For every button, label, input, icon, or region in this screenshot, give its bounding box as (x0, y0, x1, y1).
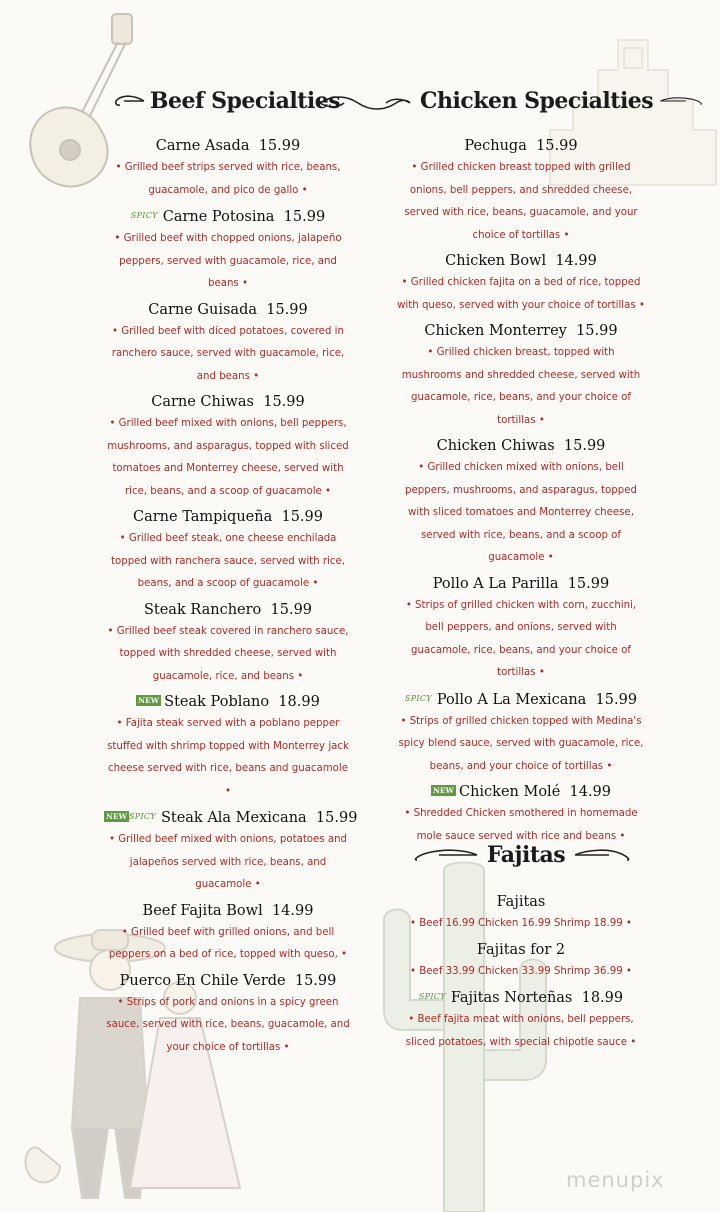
item-description: • Strips of grilled chicken topped with Medina's spicy blend sauce, served with guacamole, rice, beans, and your choice of tortillas • (398, 715, 644, 772)
spicy-tag: SPICY (129, 812, 156, 821)
item-name: Carne Tampiqueña 15.99 (133, 509, 323, 525)
item-description: • Strips of pork and onions in a spicy green sauce, served with rice, beans, guacamole, and your choice of tortillas • (106, 996, 350, 1053)
item-description: • Grilled chicken fajita on a bed of rice, topped with queso, served with your choice of tortillas • (397, 277, 645, 311)
item-name: NEW $^{SPICY}$ Steak Ala Mexicana 15.99 (106, 810, 358, 826)
menu-item (104, 807, 358, 897)
item-name: Pechuga 15.99 (464, 138, 578, 154)
item-name: Chicken Monterrey 15.99 (424, 323, 618, 339)
item-description: • Beef fajita meat with onions, bell peppers, sliced potatoes, with special chipotle sauce • (405, 1014, 637, 1048)
item-description: • Beef 16.99 Chicken 16.99 Shrimp 18.99 • (410, 918, 632, 929)
fajitas-section-header (396, 842, 646, 868)
item-name: Carne Guisada 15.99 (148, 301, 308, 318)
flourish-left-icon (409, 847, 479, 863)
item-name: $^{SPICY}$ Pollo A La Mexicana 15.99 (404, 691, 638, 708)
fajitas-column (396, 888, 646, 1054)
menu-item (396, 574, 646, 685)
item-name: Chicken Chiwas 15.99 (436, 438, 606, 454)
item-description: • Grilled beef mixed with onions, bell peppers, mushrooms, and asparagus, topped with sliced tomatoes and Monterrey cheese, served with rice, beans, and a scoop of guacamole • (107, 418, 349, 497)
item-description: • Grilled beef steak, one cheese enchilada topped with ranchera sauce, served with rice, beans, and a scoop of guacamole • (111, 533, 345, 589)
menu-item (104, 600, 352, 689)
menu-item (104, 692, 352, 803)
item-name: NEW Steak Poblano 18.99 (138, 694, 320, 710)
item-name: Pollo A La Parilla 15.99 (432, 575, 610, 592)
menu-item (104, 300, 352, 389)
item-description: • Beef 33.99 Chicken 33.99 Shrimp 36.99 • (410, 965, 632, 977)
beef-section-header (104, 88, 352, 114)
item-description: • Grilled chicken mixed with onions, bell peppers, mushrooms, and asparagus, topped with sliced tomatoes and Monterrey cheese, served with rice, beans, and a scoop of guacamole • (405, 462, 637, 563)
flourish-right-icon (659, 93, 706, 109)
new-badge: NEW (106, 812, 127, 821)
item-name: Fajitas for 2 (476, 941, 566, 958)
item-description: • Grilled chicken breast topped with grilled onions, bell peppers, and shredded cheese, served with rice, beans, guacamole, and your choice of tortillas • (404, 162, 638, 241)
menu-item (396, 987, 646, 1054)
menu-item (396, 436, 646, 570)
spicy-tag: SPICY (418, 992, 446, 1001)
chicken-section-title: Chicken Specialties (420, 88, 654, 114)
item-description: • Grilled beef with chopped onions, jalapeño peppers, served with guacamole, rice, and beans • (114, 233, 342, 289)
item-description: • Shredded Chicken smothered in homemade mole sauce served with rice and beans • (404, 808, 638, 842)
item-name: Steak Ranchero 15.99 (143, 601, 313, 618)
chicken-column (396, 132, 646, 848)
new-badge: NEW (432, 786, 454, 795)
menu-item (104, 206, 352, 296)
menu-item (396, 892, 646, 936)
item-description: • Grilled beef with diced potatoes, covered in ranchero sauce, served with guacamole, rice, and beans • (111, 325, 345, 382)
menu-item (396, 940, 646, 984)
beef-section-title: Beef Specialties (149, 88, 341, 114)
spicy-tag: SPICY (130, 211, 158, 220)
item-description: • Strips of grilled chicken with corn, zucchini, bell peppers, and onions, served with guacamole, rice, beans, and your choice of tortillas • (405, 599, 637, 678)
menu-item (104, 971, 352, 1060)
menu-item (396, 321, 646, 432)
menu-item (396, 782, 646, 848)
item-description: • Grilled beef steak covered in ranchero sauce, topped with shredded cheese, served with guacamole, rice, and beans • (107, 625, 349, 682)
item-name: Fajitas (496, 894, 546, 910)
item-name: Carne Asada 15.99 (155, 138, 301, 154)
menu-item (104, 392, 352, 503)
item-name: NEW Chicken Molé 14.99 (432, 784, 612, 800)
item-name: Chicken Bowl 14.99 (445, 253, 597, 269)
flourish-left-icon (112, 93, 146, 109)
menu-item (104, 136, 352, 202)
item-description: • Grilled chicken breast, topped with mushrooms and shredded cheese, served with guacamole, rice, beans, and your choice of tortillas • (401, 347, 641, 426)
menu-item (104, 901, 352, 967)
flourish-right-icon (573, 847, 633, 863)
spicy-tag: SPICY (404, 693, 432, 703)
item-description: • Grilled beef strips served with rice, beans, guacamole, and pico de gallo • (115, 162, 341, 196)
item-name: Beef Fajita Bowl 14.99 (142, 902, 314, 919)
item-name: Puerco En Chile Verde 15.99 (119, 972, 337, 989)
item-description: • Grilled beef with grilled onions, and bell peppers on a bed of rice, topped with queso, • (108, 926, 348, 960)
fajitas-section-title: Fajitas (486, 842, 566, 868)
chicken-section-header (396, 88, 706, 114)
item-name: $^{SPICY}$ Fajitas Norteñas 18.99 (418, 990, 624, 1006)
item-name: $^{SPICY}$ Carne Potosina 15.99 (130, 209, 326, 225)
item-name: Carne Chiwas 15.99 (151, 394, 305, 410)
menu-item (104, 507, 352, 596)
menu-item (396, 251, 646, 317)
beef-column (104, 132, 358, 1059)
item-description: • Grilled beef mixed with onions, potatoes and jalapeños served with rice, beans, and guacamole • (108, 834, 348, 890)
menu-item (396, 136, 646, 247)
item-description: • Fajita steak served with a poblano pepper stuffed with shrimp topped with Monterrey jack cheese served with rice, beans and guacamole • (107, 718, 349, 797)
menu-item (396, 689, 646, 779)
menupix-watermark: menupix (566, 1168, 665, 1192)
new-badge: NEW (138, 696, 160, 705)
